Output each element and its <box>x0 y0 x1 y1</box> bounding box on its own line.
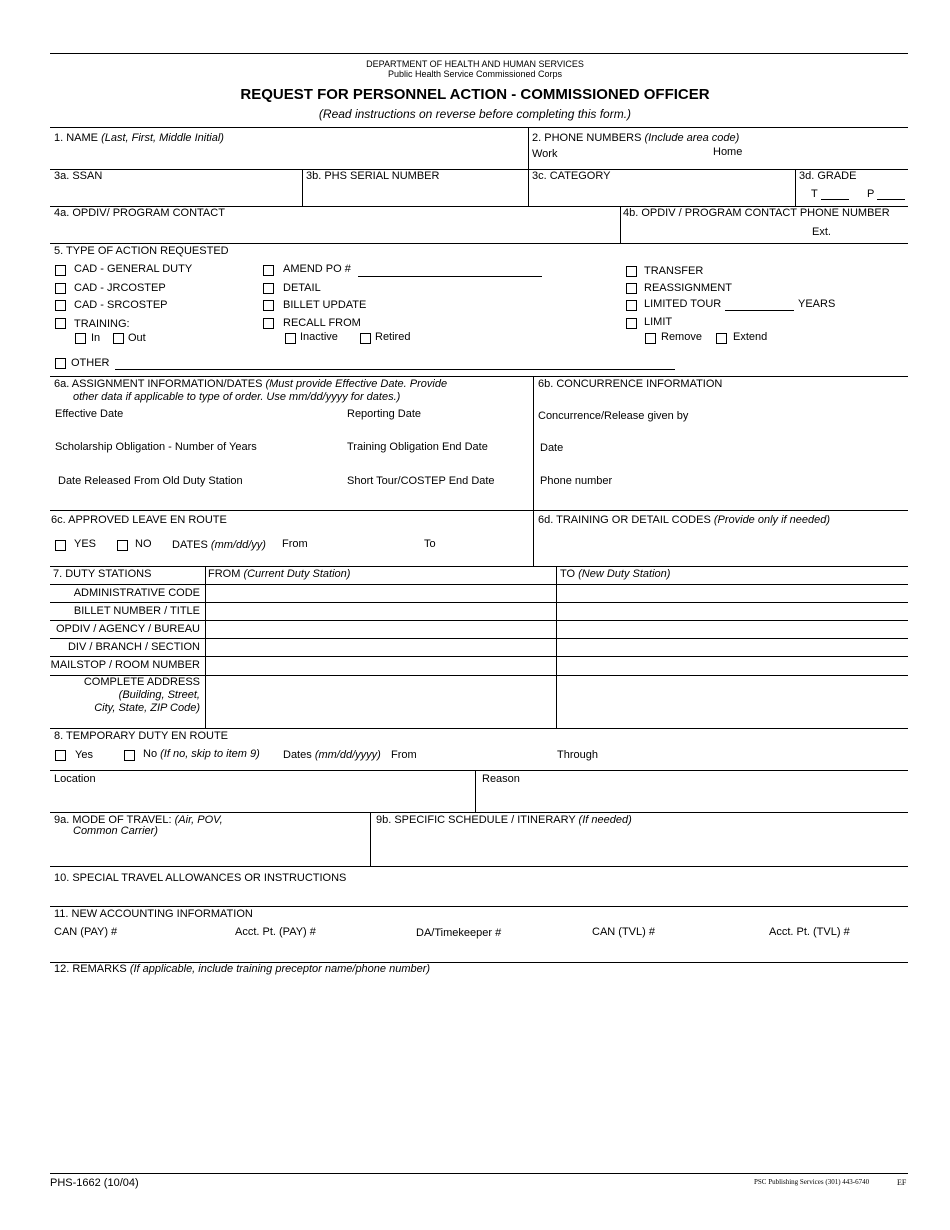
address-from-input[interactable] <box>207 676 554 726</box>
acct-pt-pay-label: Acct. Pt. (PAY) # <box>235 926 316 938</box>
duty-stations-title: 7. DUTY STATIONS <box>53 568 152 580</box>
training-checkbox[interactable] <box>55 318 66 329</box>
schedule-itinerary-label: 9b. SPECIFIC SCHEDULE / ITINERARY (If needed) <box>376 814 632 826</box>
grade-label: 3d. GRADE <box>799 170 857 182</box>
department-name: DEPARTMENT OF HEALTH AND HUMAN SERVICES <box>366 59 584 69</box>
training-in-checkbox[interactable] <box>75 333 86 344</box>
footer-rule <box>50 1173 908 1174</box>
leave-yes-label: YES <box>74 538 97 550</box>
opdiv-agency-label: OPDIV / AGENCY / BUREAU <box>55 623 200 635</box>
div-branch-to-input[interactable] <box>558 639 906 656</box>
tdy-no-checkbox[interactable] <box>124 750 135 761</box>
cad-jrcostep-checkbox[interactable] <box>55 283 66 294</box>
billet-number-label: BILLET NUMBER / TITLE <box>73 605 200 617</box>
grade-p-line[interactable] <box>877 199 905 200</box>
concurrence-phone-label: Phone number <box>540 475 613 487</box>
rule-8b <box>50 770 908 771</box>
div-branch-label: DIV / BRANCH / SECTION <box>67 641 200 653</box>
vrule-6 <box>533 376 534 566</box>
cad-general-duty-label: CAD - GENERAL DUTY <box>74 263 193 275</box>
administrative-code-to-input[interactable] <box>558 585 906 602</box>
complete-address-label: COMPLETE ADDRESS <box>83 676 200 688</box>
top-rule <box>50 53 908 54</box>
opdiv-phone-label: 4b. OPDIV / PROGRAM CONTACT PHONE NUMBER <box>623 207 890 219</box>
limit-remove-label: Remove <box>661 331 702 343</box>
effective-date-label: Effective Date <box>55 408 124 420</box>
vrule-3b <box>528 169 529 206</box>
recall-inactive-label: Inactive <box>300 331 338 343</box>
leave-no-checkbox[interactable] <box>117 540 128 551</box>
work-phone-input[interactable] <box>560 146 710 166</box>
cad-srcostep-label: CAD - SRCOSTEP <box>74 299 168 311</box>
cad-general-duty-checkbox[interactable] <box>55 265 66 276</box>
form-title: REQUEST FOR PERSONNEL ACTION - COMMISSIONED OFFICER <box>240 86 710 103</box>
home-phone-label: Home <box>713 146 743 158</box>
training-codes-title: 6d. TRAINING OR DETAIL CODES (Provide only if needed) <box>538 514 831 526</box>
vrule-1-2 <box>528 127 529 169</box>
limit-checkbox[interactable] <box>626 318 637 329</box>
tdy-from-label: From <box>391 749 417 761</box>
billet-update-checkbox[interactable] <box>263 300 274 311</box>
amend-po-checkbox[interactable] <box>263 265 274 276</box>
recall-retired-checkbox[interactable] <box>360 333 371 344</box>
special-travel-input[interactable] <box>54 886 904 904</box>
mailstop-label: MAILSTOP / ROOM NUMBER <box>50 659 200 671</box>
phone-numbers-label: 2. PHONE NUMBERS (Include area code) <box>532 132 740 144</box>
limit-label: LIMIT <box>644 316 673 328</box>
training-out-label: Out <box>128 332 146 344</box>
mailstop-from-input[interactable] <box>207 657 554 674</box>
div-branch-from-input[interactable] <box>207 639 554 656</box>
remarks-title: 12. REMARKS (If applicable, include training preceptor name/phone number) <box>54 963 431 975</box>
training-label: TRAINING: <box>74 318 130 330</box>
publisher-credit: PSC Publishing Services (301) 443-6740 <box>754 1178 870 1186</box>
home-phone-input[interactable] <box>745 146 905 166</box>
leave-from-label: From <box>282 538 308 550</box>
training-in-label: In <box>91 332 101 344</box>
cad-jrcostep-label: CAD - JRCOSTEP <box>74 282 166 294</box>
other-label: OTHER <box>71 357 110 369</box>
opdiv-agency-to-input[interactable] <box>558 621 906 638</box>
complete-address-hint-1: (Building, Street, <box>118 689 200 701</box>
administrative-code-label: ADMINISTRATIVE CODE <box>73 587 200 599</box>
assignment-info-hint: other data if applicable to type of order. Use mm/dd/yyyy for dates.) <box>73 391 401 403</box>
limited-tour-years-input[interactable] <box>725 310 794 311</box>
category-label: 3c. CATEGORY <box>532 170 611 182</box>
accounting-info-title: 11. NEW ACCOUNTING INFORMATION <box>54 908 253 920</box>
assignment-info-title: 6a. ASSIGNMENT INFORMATION/DATES (Must provide Effective Date. Provide <box>54 378 448 390</box>
acct-pt-tvl-label: Acct. Pt. (TVL) # <box>769 926 850 938</box>
limited-tour-label: LIMITED TOUR <box>644 298 722 310</box>
remarks-input[interactable] <box>54 978 904 1168</box>
name-input[interactable] <box>54 146 522 166</box>
tdy-dates-label: Dates (mm/dd/yyyy) <box>283 749 381 761</box>
rule-11 <box>50 906 908 907</box>
training-obligation-label: Training Obligation End Date <box>347 441 488 453</box>
administrative-code-from-input[interactable] <box>207 585 554 602</box>
vrule-3c <box>795 169 796 206</box>
recall-from-label: RECALL FROM <box>283 317 361 329</box>
reassignment-label: REASSIGNMENT <box>644 282 733 294</box>
billet-number-to-input[interactable] <box>558 603 906 620</box>
ssan-label: 3a. SSAN <box>54 170 103 182</box>
mode-of-travel-label: 9a. MODE OF TRAVEL: (Air, POV, <box>54 814 223 826</box>
concurrence-date-label: Date <box>540 442 564 454</box>
billet-update-label: BILLET UPDATE <box>283 299 367 311</box>
amend-po-input[interactable] <box>358 276 542 277</box>
vrule-8 <box>475 770 476 812</box>
category-input[interactable] <box>532 184 791 204</box>
opdiv-agency-from-input[interactable] <box>207 621 554 638</box>
training-out-checkbox[interactable] <box>113 333 124 344</box>
tdy-no-label: No (If no, skip to item 9) <box>143 748 260 760</box>
vrule-4 <box>620 206 621 243</box>
tdy-yes-label: Yes <box>75 749 93 761</box>
approved-leave-title: 6c. APPROVED LEAVE EN ROUTE <box>51 514 227 526</box>
leave-no-label: NO <box>135 538 152 550</box>
short-tour-end-label: Short Tour/COSTEP End Date <box>347 475 495 487</box>
phs-serial-input[interactable] <box>306 184 524 204</box>
to-station-header: TO (New Duty Station) <box>560 568 671 580</box>
scholarship-obligation-label: Scholarship Obligation - Number of Years <box>55 441 257 453</box>
rule-9 <box>50 812 908 813</box>
rule-5 <box>50 376 908 377</box>
date-released-label: Date Released From Old Duty Station <box>58 475 243 487</box>
sub-department-name: Public Health Service Commissioned Corps <box>387 69 563 79</box>
limit-extend-checkbox[interactable] <box>716 333 727 344</box>
vrule-9 <box>370 812 371 866</box>
billet-number-from-input[interactable] <box>207 603 554 620</box>
form-instructions: (Read instructions on reverse before completing this form.) <box>318 107 632 121</box>
tdy-reason-input[interactable] <box>482 787 904 809</box>
recall-inactive-checkbox[interactable] <box>285 333 296 344</box>
grade-t-label: T <box>811 188 818 200</box>
vrule-7b <box>556 566 557 728</box>
transfer-checkbox[interactable] <box>626 266 637 277</box>
can-pay-label: CAN (PAY) # <box>54 926 118 938</box>
work-phone-label: Work <box>532 148 558 160</box>
recall-retired-label: Retired <box>375 331 411 343</box>
limit-extend-label: Extend <box>733 331 768 343</box>
concurrence-given-by-label: Concurrence/Release given by <box>538 410 689 422</box>
rule-2 <box>50 169 908 170</box>
amend-po-label: AMEND PO # <box>283 263 351 275</box>
transfer-label: TRANSFER <box>644 265 704 277</box>
form-id: PHS-1662 (10/04) <box>50 1177 139 1189</box>
complete-address-hint-2: City, State, ZIP Code) <box>94 702 200 714</box>
can-tvl-label: CAN (TVL) # <box>592 926 655 938</box>
type-of-action-title: 5. TYPE OF ACTION REQUESTED <box>54 245 229 257</box>
recall-from-checkbox[interactable] <box>263 318 274 329</box>
grade-t-line[interactable] <box>821 199 849 200</box>
concurrence-info-title: 6b. CONCURRENCE INFORMATION <box>538 378 723 390</box>
leave-yes-checkbox[interactable] <box>55 540 66 551</box>
name-label: 1. NAME (Last, First, Middle Initial) <box>54 132 224 144</box>
leave-dates-label: DATES (mm/dd/yy) <box>172 539 266 551</box>
grade-p-label: P <box>867 188 875 200</box>
ext-label: Ext. <box>812 226 831 238</box>
limited-tour-years-label: YEARS <box>798 298 836 310</box>
address-to-input[interactable] <box>558 676 906 726</box>
rule-7 <box>50 566 908 567</box>
detail-checkbox[interactable] <box>263 283 274 294</box>
opdiv-phone-input[interactable] <box>623 221 808 241</box>
ssan-input[interactable] <box>54 184 298 204</box>
rule-10 <box>50 866 908 867</box>
special-travel-title: 10. SPECIAL TRAVEL ALLOWANCES OR INSTRUCTIONS <box>54 872 347 884</box>
limit-remove-checkbox[interactable] <box>645 333 656 344</box>
leave-to-label: To <box>424 538 436 550</box>
tdy-yes-checkbox[interactable] <box>55 750 66 761</box>
phs-serial-label: 3b. PHS SERIAL NUMBER <box>306 170 440 182</box>
mailstop-to-input[interactable] <box>558 657 906 674</box>
tdy-location-input[interactable] <box>54 787 470 809</box>
ef-mark: EF <box>897 1178 907 1187</box>
temporary-duty-title: 8. TEMPORARY DUTY EN ROUTE <box>54 730 229 742</box>
opdiv-contact-label: 4a. OPDIV/ PROGRAM CONTACT <box>54 207 225 219</box>
rule-6 <box>50 510 908 511</box>
reassignment-checkbox[interactable] <box>626 283 637 294</box>
rule-4 <box>50 243 908 244</box>
vrule-7a <box>205 566 206 728</box>
detail-label: DETAIL <box>283 282 321 294</box>
schedule-itinerary-input[interactable] <box>376 832 904 862</box>
tdy-location-label: Location <box>54 773 96 785</box>
limited-tour-checkbox[interactable] <box>626 300 637 311</box>
cad-srcostep-checkbox[interactable] <box>55 300 66 311</box>
reporting-date-label: Reporting Date <box>347 408 421 420</box>
mode-of-travel-hint: Common Carrier) <box>73 825 158 837</box>
rule-8 <box>50 728 908 729</box>
mode-of-travel-input[interactable] <box>54 840 364 862</box>
other-input[interactable] <box>115 369 675 370</box>
tdy-reason-label: Reason <box>482 773 520 785</box>
vrule-3a <box>302 169 303 206</box>
da-timekeeper-label: DA/Timekeeper # <box>416 927 502 939</box>
from-station-header: FROM (Current Duty Station) <box>208 568 351 580</box>
rule-1 <box>50 127 908 128</box>
opdiv-contact-input[interactable] <box>54 221 614 241</box>
other-checkbox[interactable] <box>55 358 66 369</box>
tdy-through-label: Through <box>557 749 598 761</box>
